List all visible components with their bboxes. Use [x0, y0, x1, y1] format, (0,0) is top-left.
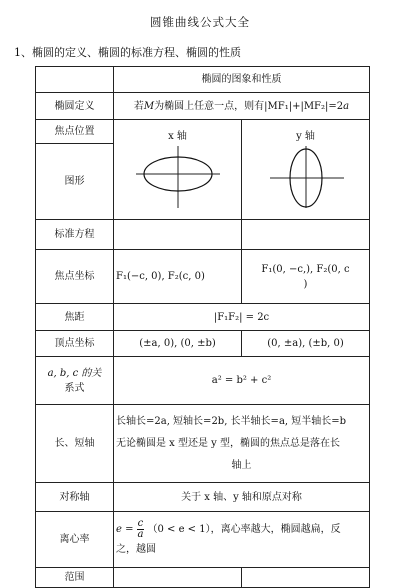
row-label: 长、短轴: [36, 405, 114, 483]
row-label: 对称轴: [36, 483, 114, 512]
focus-coords-y: F₁(0, −c,), F₂(0, c ): [242, 250, 370, 304]
row-label: 焦点坐标: [36, 250, 114, 304]
row-label: 椭圆定义: [36, 93, 114, 120]
vertex-coords-x: (±a, 0), (0, ±b): [114, 331, 242, 357]
ellipse-properties-table: [35, 66, 370, 588]
section-heading: 1、椭圆的定义、椭圆的标准方程、椭圆的性质: [14, 46, 241, 59]
table-header-row: [36, 67, 370, 93]
row-label: 范围: [36, 568, 114, 588]
figure-y-cell: [242, 120, 370, 220]
definition-text: 若M为椭圆上任意一点，则有|MF₁|+|MF₂|=2a: [114, 93, 370, 120]
vertical-ellipse-figure: [260, 144, 352, 210]
row-label: 焦距: [36, 304, 114, 331]
table-header: 椭圆的图象和性质: [114, 67, 370, 93]
row-label: 离心率: [36, 512, 114, 568]
row-eccentricity: [36, 512, 370, 568]
symmetry-value: 关于 x 轴、y 轴和原点对称: [114, 483, 370, 512]
focal-distance-value: |F₁F₂| = 2c: [114, 304, 370, 331]
row-label: 顶点坐标: [36, 331, 114, 357]
row-focus-coords: [36, 250, 370, 304]
axes-description: 长轴长=2a, 短轴长=2b, 长半轴长=a, 短半轴长=b 无论椭圆是 x 型还是 y 型，椭圆的焦点总是落在长 轴上: [114, 405, 370, 483]
row-vertex-coords: [36, 331, 370, 357]
horizontal-ellipse-figure: [132, 144, 224, 210]
header-empty-cell: [36, 67, 114, 93]
row-abc-relation: [36, 357, 370, 405]
row-focal-distance: [36, 304, 370, 331]
row-label: 图形: [36, 144, 114, 220]
row-axes: [36, 405, 370, 483]
abc-relation-value: a² = b² + c²: [114, 357, 370, 405]
eccentricity-value: e = $\frac{c}{a}$ （0 < e < 1），离心率越大，椭圆越扁，反 之，越圆: [114, 512, 370, 568]
eccentricity-fraction: $\frac{c}{a}$: [137, 518, 144, 540]
figure-x-cell: [114, 120, 242, 220]
focus-coords-x: F₁(−c, 0), F₂(c, 0): [114, 250, 242, 304]
row-label: 焦点位置: [36, 120, 114, 144]
row-focus-position: [36, 120, 370, 144]
row-standard-equation: [36, 220, 370, 250]
y-axis-label: y 轴: [296, 131, 315, 142]
vertex-coords-y: (0, ±a), (±b, 0): [242, 331, 370, 357]
page-title: 圆锥曲线公式大全: [150, 15, 250, 29]
row-symmetry: [36, 483, 370, 512]
row-label: 标准方程: [36, 220, 114, 250]
x-axis-label: x 轴: [168, 131, 187, 142]
row-definition: [36, 93, 370, 120]
standard-equation-x: [114, 220, 242, 250]
row-label: a, b, c 的关 系式: [36, 357, 114, 405]
standard-equation-y: [242, 220, 370, 250]
